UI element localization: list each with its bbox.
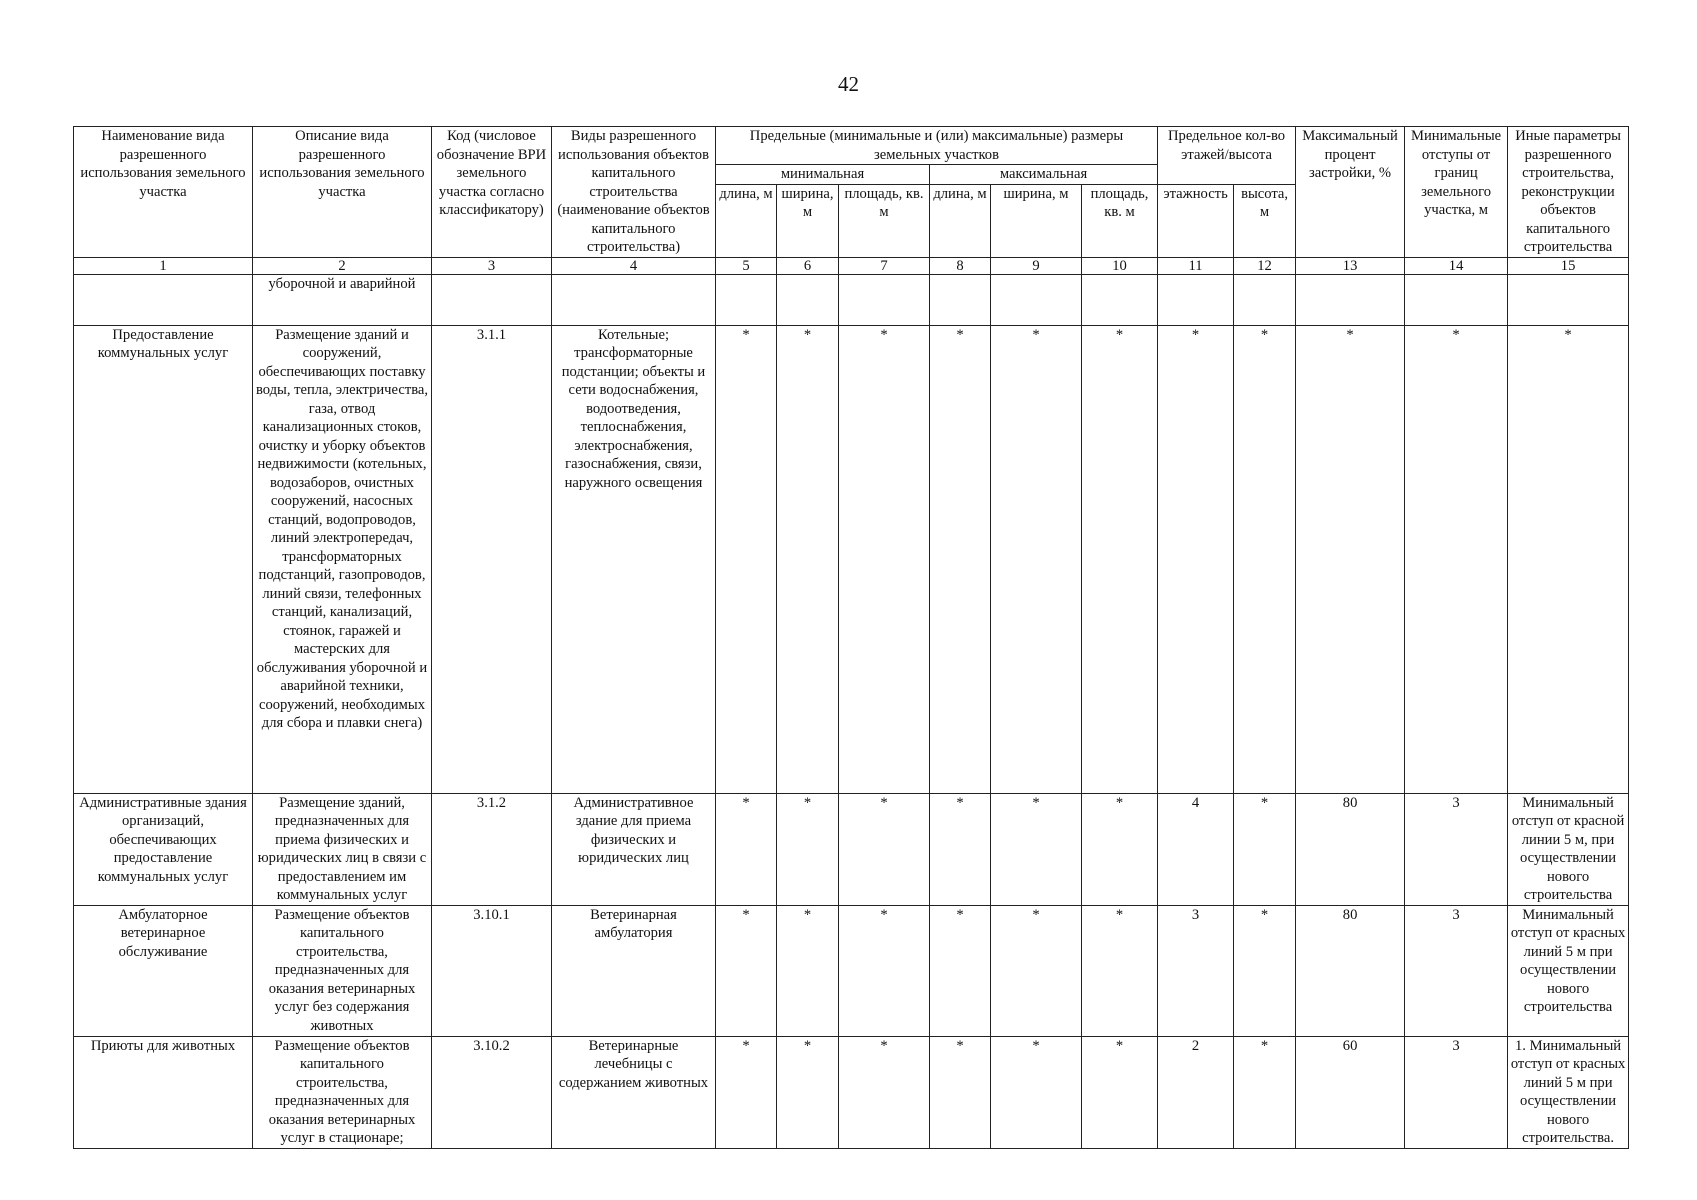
cell-value [1405,274,1508,325]
cell-value: * [716,793,777,905]
header-max-width: ширина, м [991,184,1082,257]
column-number: 11 [1158,257,1234,274]
cell-value [991,274,1082,325]
header-maximum: максимальная [930,165,1158,185]
cell-value: * [991,1036,1082,1148]
cell-value: * [991,793,1082,905]
column-number: 1 [74,257,253,274]
cell-value [1296,274,1405,325]
table-row [74,274,1629,325]
header-min-area: площадь, кв. м [839,184,930,257]
column-number: 4 [552,257,716,274]
cell-name [74,274,253,325]
cell-description: Размещение объектов капитального строительства, предназначенных для оказания ветеринарных услуг в стационаре; [253,1036,432,1148]
cell-value: * [991,905,1082,1036]
table-row [74,905,1629,1036]
cell-description: Размещение зданий и сооружений, обеспечивающих поставку воды, тепла, электричества, газа, отвод канализационных стоков, очистку и уборку объектов недвижимости (котельных, водозаборов, очистных сооружений, насосных станций, водопроводов, линий электропередач, трансформаторных подстанций, газопроводов, линий связи, телефонных станций, канализаций, стоянок, гаражей и мастерских для обслуживания уборочной и аварийной техники, сооружений, необходимых для сбора и плавки снега) [253,325,432,793]
cell-objects [552,274,716,325]
table-row [74,1036,1629,1148]
cell-value: * [1405,325,1508,793]
column-number: 8 [930,257,991,274]
cell-value: * [1082,325,1158,793]
cell-value: * [777,905,839,1036]
cell-value: * [777,1036,839,1148]
cell-value: * [839,325,930,793]
cell-value: * [1234,905,1296,1036]
cell-code: 3.10.2 [432,1036,552,1148]
cell-code: 3.1.1 [432,325,552,793]
cell-name: Административные здания организаций, обеспечивающих предоставление коммунальных услуг [74,793,253,905]
column-number: 2 [253,257,432,274]
cell-value: * [1234,793,1296,905]
cell-value: 3 [1405,905,1508,1036]
column-number: 9 [991,257,1082,274]
cell-value: 80 [1296,793,1405,905]
cell-value: * [1082,793,1158,905]
cell-objects: Котельные; трансформаторные подстанции; объекты и сети водоснабжения, водоотведения, теплоснабжения, электроснабжения, газоснабжения, связи, наружного освещения [552,325,716,793]
cell-value: 3 [1405,1036,1508,1148]
cell-value [1508,274,1629,325]
cell-value: 1. Минимальный отступ от красных линий 5 м при осуществлении нового строительства. [1508,1036,1629,1148]
column-number: 13 [1296,257,1405,274]
cell-name: Предоставление коммунальных услуг [74,325,253,793]
cell-description: Размещение зданий, предназначенных для приема физических и юридических лиц в связи с предоставлением им коммунальных услуг [253,793,432,905]
header-plot-sizes: Предельные (минимальные и (или) максимальные) размеры земельных участков [716,127,1158,165]
cell-value: * [930,1036,991,1148]
cell-value: * [777,793,839,905]
cell-value [1082,274,1158,325]
header-code: Код (числовое обозначение ВРИ земельного участка согласно классификатору) [432,127,552,258]
cell-value: * [716,325,777,793]
cell-value: * [839,1036,930,1148]
header-min-length: длина, м [716,184,777,257]
cell-objects: Ветеринарная амбулатория [552,905,716,1036]
cell-value: 4 [1158,793,1234,905]
table-row [74,793,1629,905]
column-number: 6 [777,257,839,274]
cell-name: Амбулаторное ветеринарное обслуживание [74,905,253,1036]
cell-value: * [1234,1036,1296,1148]
cell-value: * [1082,1036,1158,1148]
cell-value [716,274,777,325]
cell-description: уборочной и аварийной [253,274,432,325]
column-number: 15 [1508,257,1629,274]
cell-value: Минимальный отступ от красной линии 5 м, при осуществлении нового строительства [1508,793,1629,905]
cell-value: * [1296,325,1405,793]
cell-value: 2 [1158,1036,1234,1148]
header-landuse-name: Наименование вида разрешенного использования земельного участка [74,127,253,258]
cell-code [432,274,552,325]
cell-value [1234,274,1296,325]
table-row [74,325,1629,793]
cell-value: * [930,325,991,793]
header-height: высота, м [1234,184,1296,257]
column-number-row [74,257,1629,274]
page-number: 42 [838,72,859,96]
header-floors-height: Предельное кол-во этажей/высота [1158,127,1296,185]
header-floors: этажность [1158,184,1234,257]
cell-value: * [1082,905,1158,1036]
column-number: 5 [716,257,777,274]
cell-value [777,274,839,325]
cell-value: 3 [1158,905,1234,1036]
cell-value: * [1234,325,1296,793]
column-number: 14 [1405,257,1508,274]
column-number: 10 [1082,257,1158,274]
cell-value: * [930,905,991,1036]
cell-value: * [777,325,839,793]
cell-value: * [930,793,991,905]
cell-value: * [839,905,930,1036]
header-other-params: Иные параметры разрешенного строительства, реконструкции объектов капитального строительства [1508,127,1629,258]
cell-objects: Административное здание для приема физических и юридических лиц [552,793,716,905]
land-use-table [73,126,1629,1149]
cell-value [839,274,930,325]
cell-code: 3.1.2 [432,793,552,905]
header-landuse-description: Описание вида разрешенного использования земельного участка [253,127,432,258]
header-max-coverage: Максимальный процент застройки, % [1296,127,1405,258]
column-number: 12 [1234,257,1296,274]
cell-code: 3.10.1 [432,905,552,1036]
cell-value: 60 [1296,1036,1405,1148]
header-min-width: ширина, м [777,184,839,257]
header-max-area: площадь, кв. м [1082,184,1158,257]
cell-value: 80 [1296,905,1405,1036]
cell-value: * [1508,325,1629,793]
cell-value [930,274,991,325]
cell-value: * [716,1036,777,1148]
cell-value: 3 [1405,793,1508,905]
header-min-setbacks: Минимальные отступы от границ земельного участка, м [1405,127,1508,258]
column-number: 7 [839,257,930,274]
cell-value: * [1158,325,1234,793]
cell-value: * [991,325,1082,793]
cell-objects: Ветеринарные лечебницы с содержанием животных [552,1036,716,1148]
cell-value: * [716,905,777,1036]
header-object-types: Виды разрешенного использования объектов капитального строительства (наименование объектов капитального строительства) [552,127,716,258]
cell-description: Размещение объектов капитального строительства, предназначенных для оказания ветеринарных услуг без содержания животных [253,905,432,1036]
cell-value: * [839,793,930,905]
column-number: 3 [432,257,552,274]
header-minimum: минимальная [716,165,930,185]
cell-value: Минимальный отступ от красных линий 5 м при осуществлении нового строительства [1508,905,1629,1036]
cell-name: Приюты для животных [74,1036,253,1148]
cell-value [1158,274,1234,325]
header-max-length: длина, м [930,184,991,257]
